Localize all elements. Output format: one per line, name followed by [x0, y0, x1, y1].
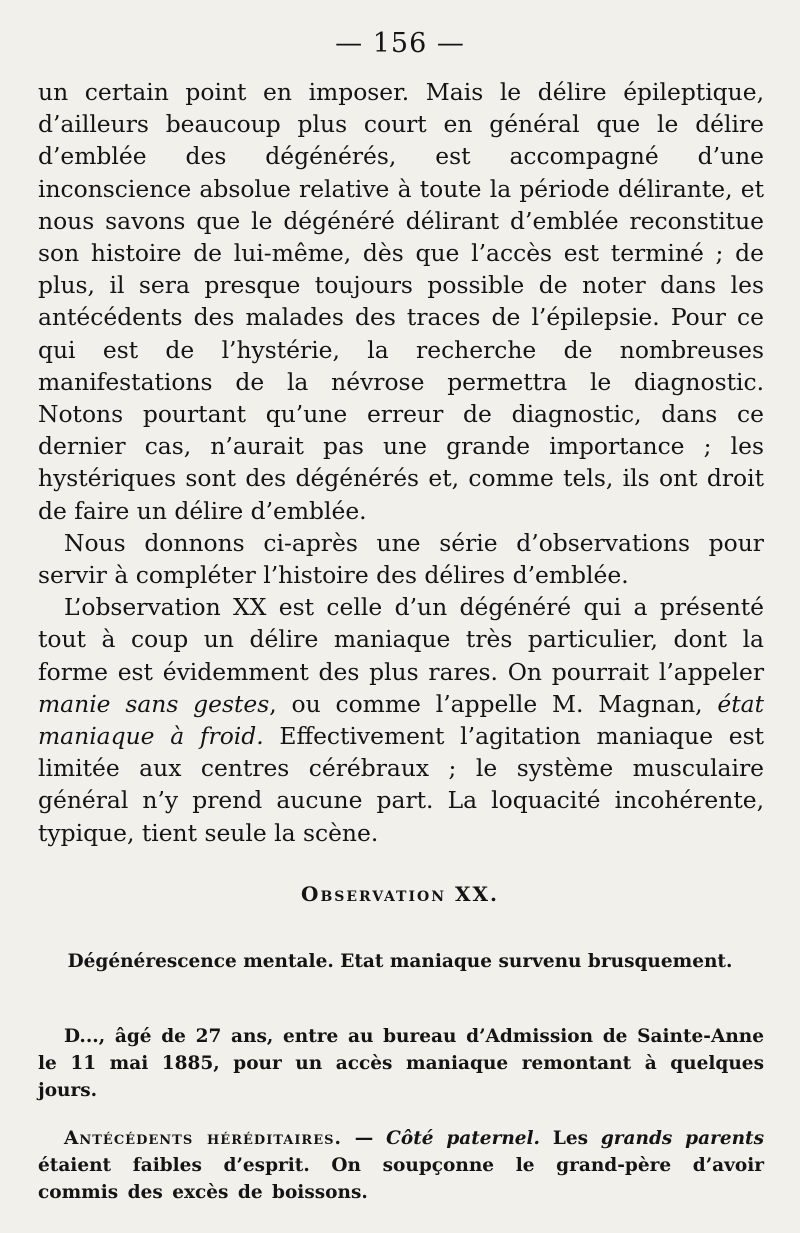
paragraph-observation-intro: [38, 591, 764, 849]
italic-term: manie sans gestes: [38, 689, 270, 718]
paragraph-text: Les: [540, 1128, 601, 1149]
observation-title: Observation XX.: [301, 882, 499, 906]
paragraph: D..., âgé de 27 ans, entre au bureau d’Admission de Sainte-Anne le 11 mai 1885, pour un accès maniaque remontant à quelques jours.: [38, 1026, 764, 1101]
paragraph-text: Effectivement l’agitation maniaque est limitée aux centres cérébraux ; le système musculaire général n’y prend aucune part. La loquacité incohérente, typique, tient seule la scène.: [38, 722, 764, 847]
observation-subtitle: Dégénérescence mentale. Etat maniaque survenu brusquement.: [67, 951, 733, 972]
heredity-section: [38, 1125, 764, 1206]
main-text: [38, 76, 764, 849]
italic-term: Côté paternel.: [386, 1128, 541, 1149]
paragraph: un certain point en imposer. Mais le délire épileptique, d’ailleurs beaucoup plus court en général que le délire d’emblée des dégénérés, est accompagné d’une inconscience absolue relative à toute la période délirante, et nous savons que le dégénéré délirant d’emblée reconstitue son histoire de lui-même, dès que l’accès est terminé ; de plus, il sera presque toujours possible de noter dans les antécédents des malades des traces de l’épilepsie. Pour ce qui est de l’hystérie, la recherche de nombreuses manifestations de la névrose permettra le diagnostic. Notons pourtant qu’une erreur de diagnostic, dans ce dernier cas, n’aurait pas une grande importance ; les hystériques sont des dégénérés et, comme tels, ils ont droit de faire un délire d’emblée.: [38, 78, 764, 525]
italic-term: grands parents: [600, 1128, 765, 1149]
dash: —: [341, 1128, 387, 1149]
page-number: — 156 —: [335, 28, 465, 59]
paragraph: [38, 1125, 764, 1206]
paragraph-text: étaient faibles d’esprit. On soupçonne le grand-père d’avoir commis des excès de boissons.: [38, 1155, 764, 1203]
paragraph-text: , ou comme l’appelle M. Magnan,: [269, 689, 718, 718]
italic-term: état maniaque à froid.: [38, 689, 765, 751]
observation-body: [38, 1023, 764, 1104]
paragraph-text: L’observation XX est celle d’un dégénéré qui a présenté tout à coup un délire maniaque très particulier, dont la forme est évidemment des plus rares. On pourrait l’appeler: [38, 593, 764, 686]
paragraph: Nous donnons ci-après une série d’observations pour servir à compléter l’histoire des délires d’emblée.: [38, 528, 764, 590]
section-label: Antécédents héréditaires.: [64, 1128, 342, 1149]
